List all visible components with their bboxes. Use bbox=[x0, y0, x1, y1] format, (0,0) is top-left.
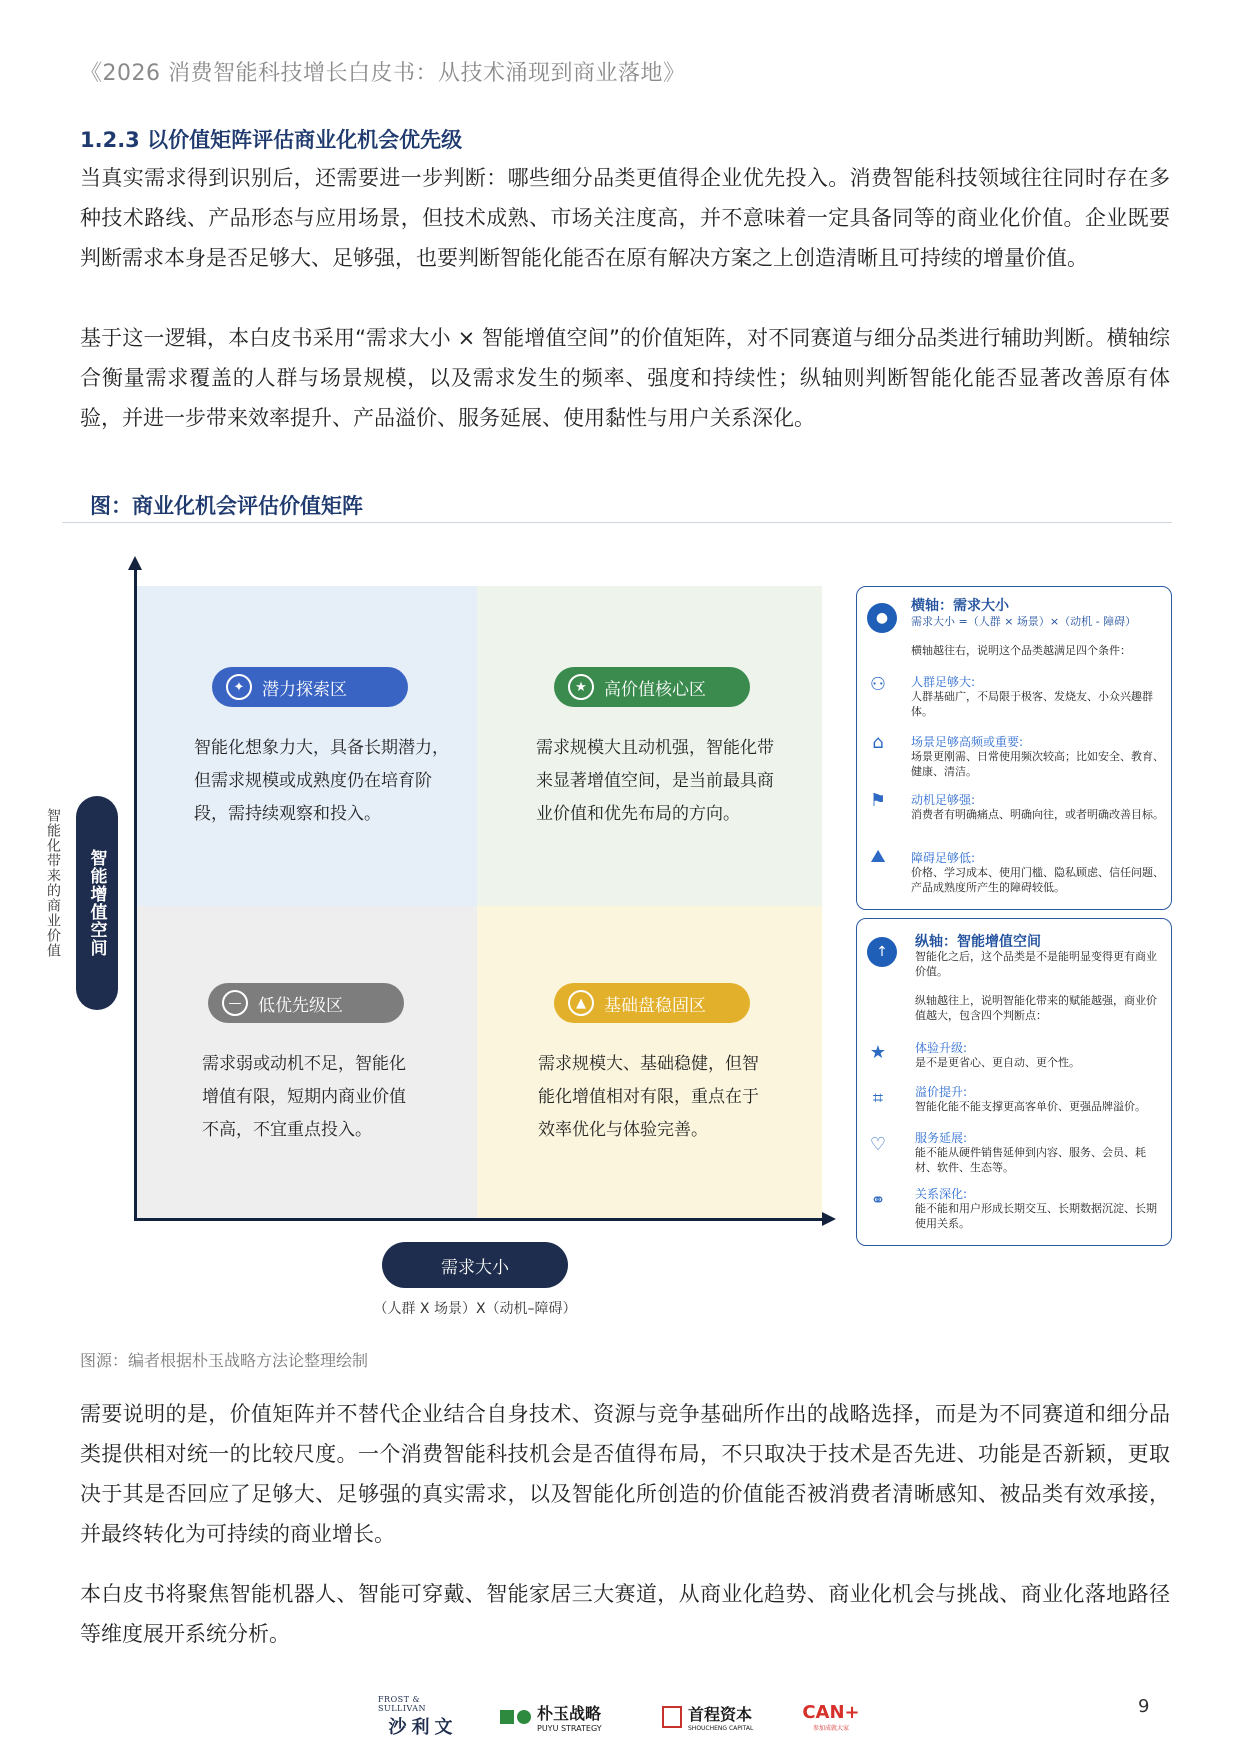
panel-y-item-3-body: 能不能从硬件销售延伸到内容、服务、会员、耗材、软件、生态等。 bbox=[915, 1146, 1146, 1174]
logo-shoucheng-en: SHOUCHENG CAPITAL bbox=[688, 1725, 754, 1732]
people-icon: ⚇ bbox=[869, 673, 887, 695]
panel-y-item-2-head: 溢价提升: bbox=[915, 1085, 968, 1099]
panel-x-intro: 横轴越往右，说明这个品类越满足四个条件： bbox=[911, 644, 1131, 657]
paragraph-1: 当真实需求得到识别后，还需要进一步判断：哪些细分品类更值得企业优先投入。消费智能科技领域往往同时存在多种技术路线、产品形态与应用场景，但技术成熟、市场关注度高，并不意味着一定具备同等的商业化价值。企业既要判断需求本身是否足够大、足够强，也要判断智能化能否在原有解决方案之上创造清晰且可持续的增量价值。 bbox=[80, 166, 1170, 270]
star-icon: ★ bbox=[869, 1041, 887, 1063]
quadrant-core-label: 高价值核心区 bbox=[604, 679, 706, 700]
quadrant-low-desc: 需求弱或动机不足，智能化增值有限，短期内商业价值不高，不宜重点投入。 bbox=[202, 1054, 406, 1140]
panel-x-item-2-head: 场景足够高频或重要: bbox=[911, 735, 1024, 749]
figure-source: 图源：编者根据朴玉战略方法论整理绘制 bbox=[80, 1351, 369, 1370]
panel-y-item-4-body: 能不能和用户形成长期交互、长期数据沉淀、长期使用关系。 bbox=[915, 1202, 1157, 1230]
quadrant-core-desc: 需求规模大且动机强，智能化带来显著增值空间，是当前最具商业价值和优先布局的方向。 bbox=[536, 738, 774, 824]
logo-puyu-cn: 朴玉战略 bbox=[537, 1704, 602, 1723]
logo-can-cn: 参加成就大家 bbox=[812, 1725, 849, 1732]
star-icon: ★ bbox=[568, 674, 594, 700]
panel-y-item-3-head: 服务延展: bbox=[915, 1131, 968, 1145]
y-axis-arrow bbox=[128, 556, 142, 570]
minus-circle-icon: — bbox=[222, 990, 248, 1016]
section-title: 1.2.3 以价值矩阵评估商业化机会优先级 bbox=[80, 128, 463, 152]
puyu-mark-icon bbox=[500, 1710, 531, 1724]
panel-y-item-1-head: 体验升级: bbox=[915, 1041, 968, 1055]
panel-y-desc-1: 智能化之后，这个品类是不是能明显变得更有商业价值。 bbox=[915, 950, 1157, 978]
panel-x-item-3-head: 动机足够强: bbox=[911, 793, 976, 807]
x-axis-arrow bbox=[822, 1212, 836, 1226]
quadrant-potential-pill bbox=[212, 667, 408, 707]
quadrant-low-pill bbox=[208, 983, 404, 1023]
panel-y-item-1-body: 是不是更省心、更自动、更个性。 bbox=[915, 1056, 1080, 1069]
logo-frost-sullivan-en: FROST & SULLIVAN bbox=[378, 1695, 427, 1713]
logo-can bbox=[796, 1700, 866, 1734]
quadrant-base-label: 基础盘稳固区 bbox=[604, 995, 706, 1016]
y-axis-line bbox=[134, 566, 137, 1220]
logo-frost-sullivan bbox=[378, 1695, 468, 1738]
page-number: 9 bbox=[1138, 1696, 1150, 1717]
quadrant-potential-desc: 智能化想象力大，具备长期潜力，但需求规模或成熟度仍在培育阶段，需持续观察和投入。 bbox=[194, 738, 449, 824]
y-axis-side-label: 智能化带来的商业价值 bbox=[45, 808, 61, 958]
triangle-icon: ▲ bbox=[568, 990, 594, 1016]
x-axis-label: 需求大小 bbox=[382, 1242, 568, 1288]
running-icon: ⚑ bbox=[869, 789, 887, 811]
quadrant-base-desc: 需求规模大、基础稳健，但智能化增值相对有限，重点在于效率优化与体验完善。 bbox=[538, 1054, 759, 1140]
panel-x-formula: 需求大小 =（人群 × 场景）×（动机 - 障碍） bbox=[911, 615, 1137, 628]
x-axis-sub-label: （人群 X 场景）X（动机–障碍） bbox=[373, 1301, 577, 1317]
logo-frost-sullivan-cn: 沙利文 bbox=[388, 1717, 458, 1738]
panel-x-item-4-head: 障碍足够低: bbox=[911, 851, 976, 865]
logo-shoucheng-cn: 首程资本 bbox=[688, 1705, 753, 1724]
tag-icon: ⌗ bbox=[872, 1087, 884, 1109]
relationship-icon: ⚭ bbox=[870, 1189, 886, 1211]
panel-y-item-4-head: 关系深化: bbox=[915, 1187, 968, 1201]
quadrant-potential-label: 潜力探索区 bbox=[262, 679, 347, 700]
panel-x-title: 横轴：需求大小 bbox=[911, 598, 1009, 614]
shoucheng-mark-icon bbox=[662, 1706, 682, 1728]
home-icon: ⌂ bbox=[872, 731, 884, 753]
y-axis-label: 智能增值空间 bbox=[76, 796, 118, 1010]
quadrant-core-pill bbox=[554, 667, 750, 707]
document-header: 《2026 消费智能科技增长白皮书：从技术涌现到商业落地》 bbox=[80, 61, 686, 86]
arrow-up-icon: ↑ bbox=[867, 937, 897, 967]
logo-shoucheng bbox=[662, 1700, 782, 1734]
logo-puyu-en: PUYU STRATEGY bbox=[537, 1724, 602, 1733]
panel-x-item-1-head: 人群足够大: bbox=[911, 675, 976, 689]
panel-x-item-4-body: 价格、学习成本、使用门槛、隐私顾虑、信任问题、产品成熟度所产生的障碍较低。 bbox=[911, 866, 1164, 894]
figure-title: 图：商业化机会评估价值矩阵 bbox=[90, 494, 363, 518]
x-axis-line bbox=[134, 1218, 824, 1221]
quadrant-base-pill bbox=[554, 983, 750, 1023]
panel-vertical-axis bbox=[856, 918, 1172, 1246]
panel-horizontal-axis bbox=[856, 586, 1172, 910]
heart-icon: ♡ bbox=[869, 1133, 887, 1155]
panel-x-item-1-body: 人群基础广，不局限于极客、发烧友、小众兴趣群体。 bbox=[911, 690, 1153, 718]
panel-x-item-3-body: 消费者有明确痛点、明确向往，或者明确改善目标。 bbox=[911, 808, 1164, 821]
panel-x-item-2-body: 场景更刚需、日常使用频次较高；比如安全、教育、健康、清洁。 bbox=[911, 750, 1164, 778]
paragraph-3: 需要说明的是，价值矩阵并不替代企业结合自身技术、资源与竞争基础所作出的战略选择，而是为不同赛道和细分品类提供相对统一的比较尺度。一个消费智能科技机会是否值得布局，不只取决于技术是否先进、功能是否新颖，更取决于其是否回应了足够大、足够强的真实需求，以及智能化所创造的价值能否被消费者清晰感知、被品类有效承接，并最终转化为可持续的商业增长。 bbox=[80, 1402, 1170, 1546]
compass-icon: ✦ bbox=[226, 674, 252, 700]
paragraph-2: 基于这一逻辑，本白皮书采用“需求大小 × 智能增值空间”的价值矩阵，对不同赛道与细分品类进行辅助判断。横轴综合衡量需求覆盖的人群与场景规模，以及需求发生的频率、强度和持续性；纵轴则判断智能化能否显著改善原有体验，并进一步带来效率提升、产品溢价、服务延展、使用黏性与用户关系深化。 bbox=[80, 326, 1170, 430]
panel-y-desc-2: 纵轴越往上，说明智能化带来的赋能越强，商业价值越大，包含四个判断点： bbox=[915, 994, 1157, 1022]
paragraph-4: 本白皮书将聚焦智能机器人、智能可穿戴、智能家居三大赛道，从商业化趋势、商业化机会与挑战、商业化落地路径等维度展开系统分析。 bbox=[80, 1582, 1170, 1646]
barrier-icon: ⛰ bbox=[870, 845, 886, 867]
logo-can-en: CAN+ bbox=[802, 1702, 860, 1723]
lightbulb-icon: ● bbox=[867, 603, 897, 633]
logo-puyu bbox=[500, 1700, 640, 1734]
figure-divider bbox=[62, 522, 1172, 523]
panel-y-title: 纵轴：智能增值空间 bbox=[915, 934, 1041, 950]
panel-y-item-2-body: 智能化能不能支撑更高客单价、更强品牌溢价。 bbox=[915, 1100, 1146, 1113]
quadrant-low-label: 低优先级区 bbox=[258, 995, 343, 1016]
